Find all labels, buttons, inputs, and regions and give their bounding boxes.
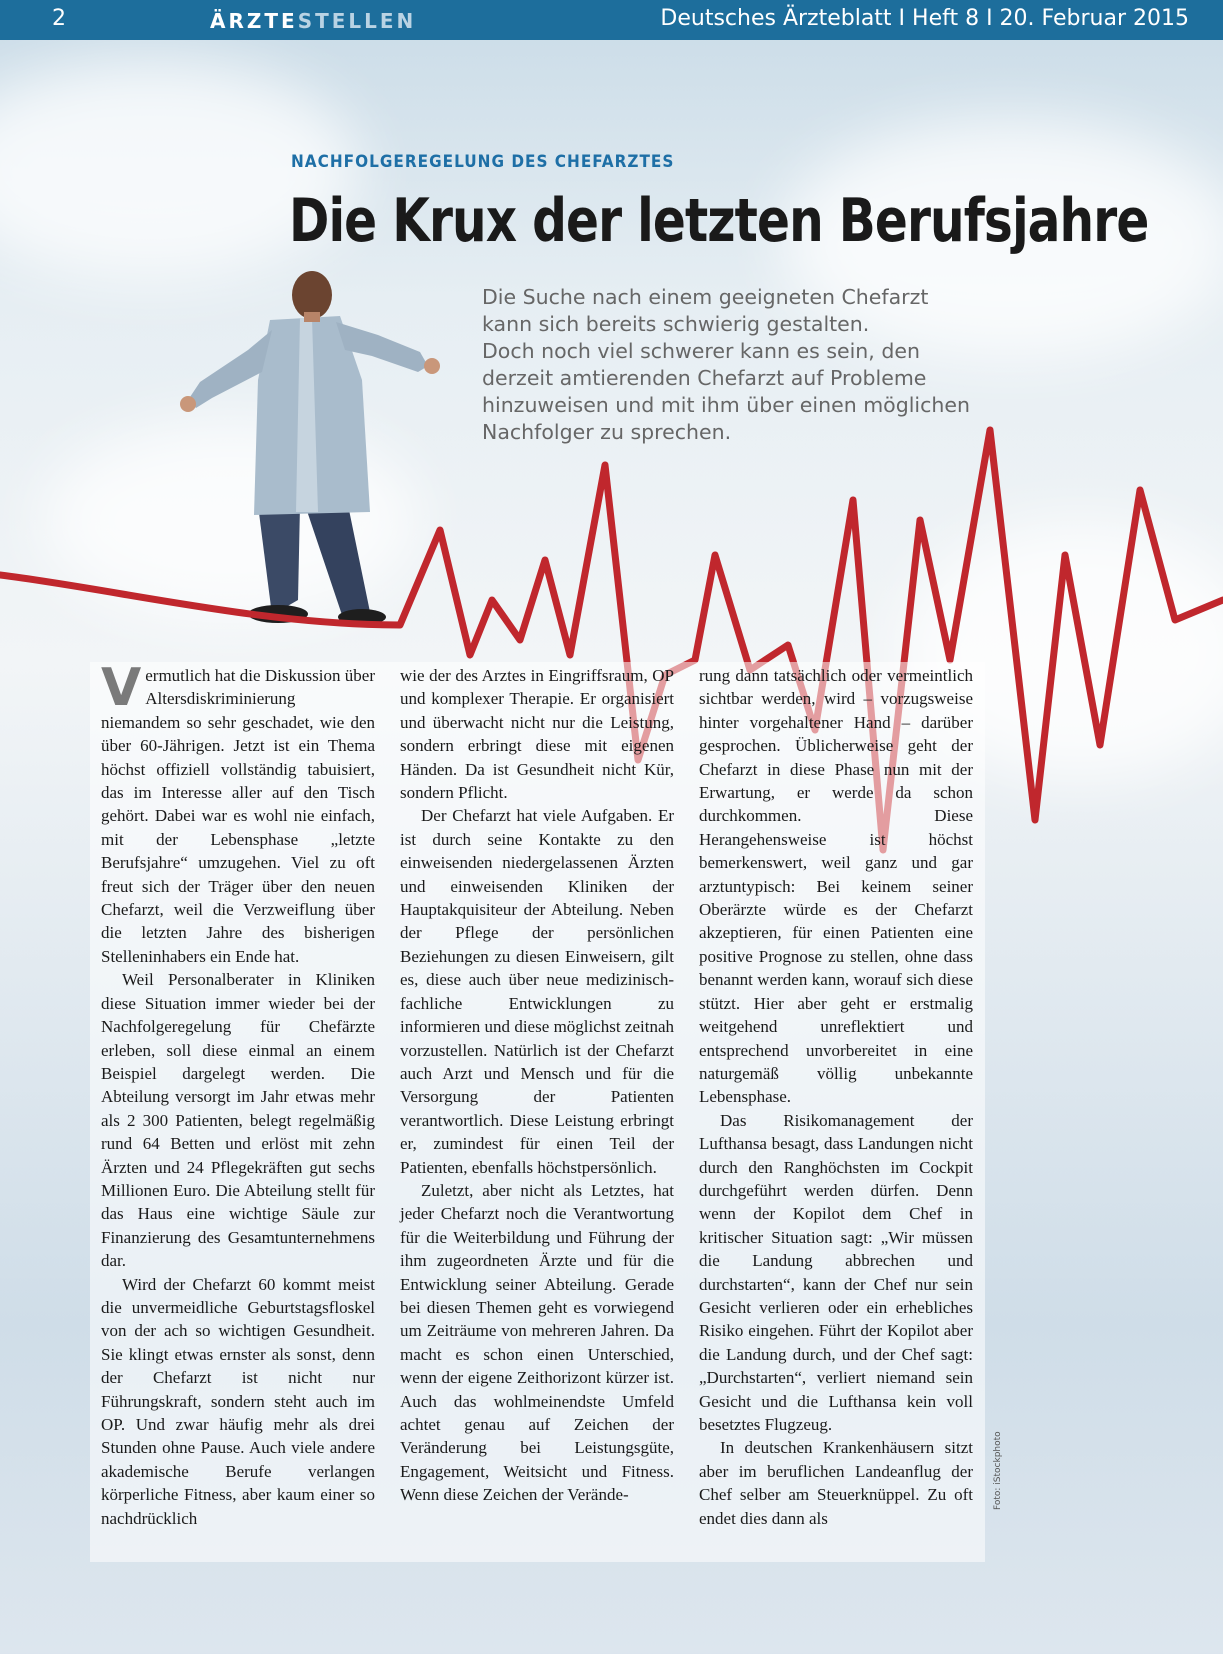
article-column-1 [101,658,375,1530]
paragraph: Zuletzt, aber nicht als Letztes, hat jeder Chefarzt noch die Verantwortung für die Weiterbildung und Führung der ihm zugeordneten Ärzte und für die Entwicklung seiner Abteilung. Gerade bei diesen Themen geht es vorwiegend um Zeiträume von mehreren Jahren. Da macht es schon einen Unterschied, wenn der eigene Zeithorizont kürzer ist. Auch das wohlmeinendste Umfeld achtet genau auf Zeichen der Veränderung bei Leistungsgüte, Engagement, Weitsicht und Fitness. Wenn diese Zeichen der Verände- [400,1180,674,1505]
article-column-3 [699,664,973,1530]
article-kicker: NACHFOLGEREGELUNG DES CHEFARZTES [291,152,675,172]
section-title: ÄRZTESTELLEN [210,9,417,33]
drop-cap: V [101,658,142,718]
paragraph: Der Chefarzt hat viele Aufgaben. Er ist durch seine Kontakte zu den einweisenden niedergelassenen Ärzten und einweisenden Kliniken der Hauptakquisiteur der Abteilung. Neben der Pflege der persönlichen Beziehungen zu diesen Einweisern, gilt es, diese auch über neue medizinisch-fachliche Entwicklungen zu informieren und diese möglichst zeitnah vorzustellen. Natürlich ist der Chefarzt auch Arzt und Mensch und für die Versorgung der Patienten verantwortlich. Diese Leistung erbringt er, zumindest für einen Teil der Patienten, ebenfalls höchstpersönlich. [400,806,674,1177]
paragraph: wie der des Arztes in Eingriffsraum, OP und komplexer Therapie. Er organisiert und überwacht nicht nur die Leistung, sondern erbringt diese mit eigenen Händen. Da ist Gesundheit nicht Kür, sondern Pflicht. [400,666,674,803]
article-column-2 [400,664,674,1507]
paragraph: Wird der Chefarzt 60 kommt meist die unvermeidliche Geburtstagsfloskel von der ach so wichtigen Gesundheit. Sie klingt etwas ernster als sonst, denn der Chefarzt ist nicht nur Führungskraft, sondern steht auch im OP. Und zwar häufig mehr als drei Stunden ohne Pause. Auch viele andere akademische Berufe verlangen körperliche Fitness, aber kaum einer so nachdrücklich [101,1274,375,1528]
paragraph: Vermutlich hat die Diskussion über Altersdiskriminierung niemandem so sehr geschadet, wie den über 60-Jährigen. Jetzt ist ein Thema höchst offiziell vollständig tabuisiert, das im Interesse aller auf den Tisch gehört. Dabei war es wohl nie einfach, mit der Lebensphase „letzte Berufsjahre“ umzugehen. Viel zu oft freut sich der Träger über den neuen Chefarzt, weil die Verzweiflung über die letzten Jahre des bisherigen Stelleninhabers ein Ende hat. [101,658,375,966]
paragraph: rung dann tatsächlich oder vermeintlich sichtbar werden, wird – vorzugsweise hinter vorgehaltener Hand – darüber gesprochen. Üblicherweise geht der Chefarzt in diese Phase nun mit der Erwartung, er werde da schon durchkommen. Diese Herangehensweise ist höchst bemerkenswert, weil ganz und gar arztuntypisch: Bei keinem seiner Oberärzte würde es der Chefarzt akzeptieren, für einen Patienten eine positive Prognose zu stellen, ohne dass benannt werden kann, worauf sich diese stützt. Hier aber geht er erstmalig weitgehend unreflektiert und entsprechend unvorbereitet in eine naturgemäß völlig unbekannte Lebensphase. [699,666,973,1107]
photo-credit: Foto: iStockphoto [993,1431,1003,1510]
lead-line: hinzuweisen und mit ihm über einen möglichen [482,393,970,417]
lead-line: derzeit amtierenden Chefarzt auf Probleme [482,366,927,390]
article-title: Die Krux der letzten Berufsjahre [289,186,1149,256]
lead-line: Doch noch viel schwerer kann es sein, den [482,339,920,363]
article-lead [482,284,1002,446]
paragraph: Weil Personalberater in Kliniken diese Situation immer wieder bei der Nachfolgeregelung für Chefärzte erleben, soll diese einmal an einem Beispiel dargelegt werden. Die Abteilung versorgt im Jahr etwas mehr als 2 300 Patienten, belegt regelmäßig rund 64 Betten und erlöst mit zehn Ärzten und 24 Pflegekräften gut sechs Millionen Euro. Die Abteilung stellt für das Haus eine wichtige Säule zur Finanzierung des Gesamtunternehmens dar. [101,970,375,1271]
lead-line: kann sich bereits schwierig gestalten. [482,312,870,336]
lead-line: Die Suche nach einem geeigneten Chefarzt [482,285,929,309]
issue-info: Deutsches Ärzteblatt I Heft 8 I 20. Februar 2015 [660,6,1189,31]
doctor-figure [180,271,440,625]
page-number: 2 [52,6,66,31]
paragraph: Das Risikomanagement der Lufthansa besagt, dass Landungen nicht durch den Ranghöchsten im Cockpit durchgeführt werden dürfen. Denn wenn der Kopilot dem Chef in kritischer Situation sagt: „Wir müssen die Landung abbrechen und durchstarten“, kann der Chef nur sein Gesicht verlieren oder ein erhebliches Risiko eingehen. Führt der Kopilot aber die Landung durch, und der Chef sagt: „Durchstarten“, verliert niemand sein Gesicht und die Lufthansa kein voll besetztes Flugzeug. [699,1110,973,1434]
paragraph: In deutschen Krankenhäusern sitzt aber im beruflichen Landeanflug der Chef selber am Steuerknüppel. Zu oft endet dies dann als [699,1438,973,1528]
lead-line: Nachfolger zu sprechen. [482,420,732,444]
